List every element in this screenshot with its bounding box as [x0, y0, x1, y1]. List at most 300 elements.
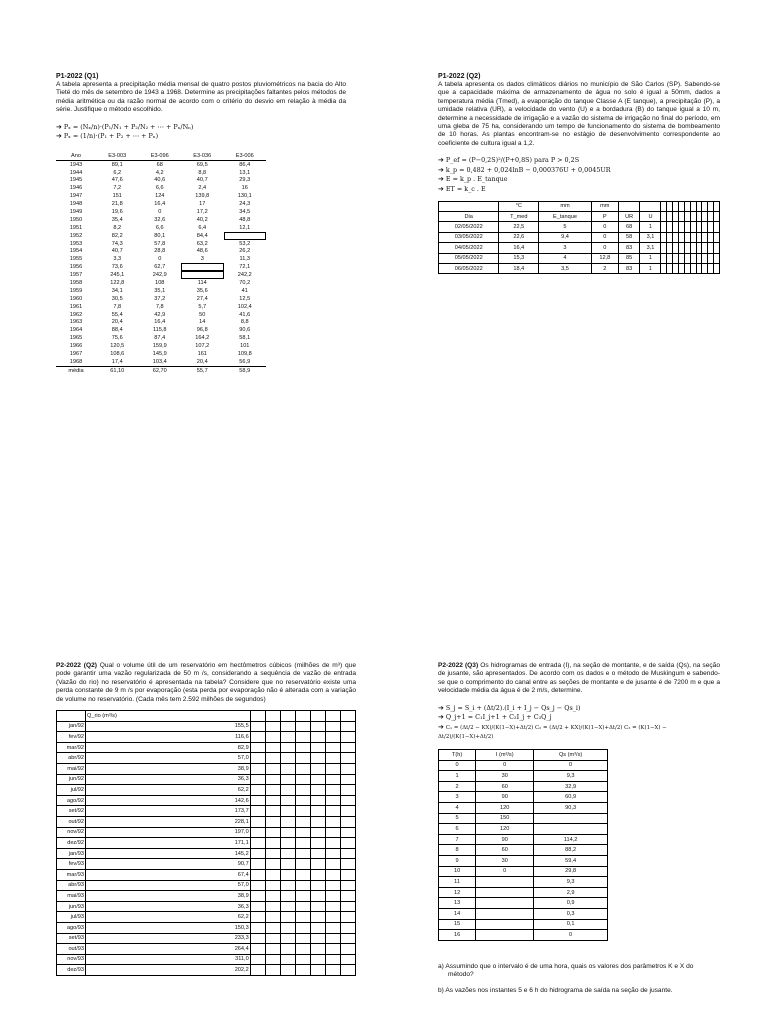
col-header: E3-096	[139, 152, 182, 160]
q4-statement: P2-2022 (Q3) Os hidrogramas de entrada (I), na seção de montante, e de saída (Qs), na seção de jusante, são apresentados. De acordo com os dados e o método de Muskingum e sabendo-se que o comprimento do canal entre as seções de montante e de jusante é de 7200 m e que a velocidade média da água é de 2 m/s, determine.	[438, 662, 720, 695]
q4-table-header	[439, 750, 608, 761]
empty-cell	[310, 806, 325, 817]
empty-cell	[340, 774, 355, 785]
empty-cell	[250, 859, 265, 870]
empty-cell	[280, 816, 295, 827]
empty-cell	[325, 732, 340, 743]
q4-formula: ➔ C₁ = (Δt/2 − KX)/(K(1−X)+Δt/2) C₂ = (Δt/2 + KX)/(K(1−X)+Δt/2) C₃ = (K(1−X) − Δt/2)/(K(1−X)+Δt/2)	[438, 722, 667, 741]
table-row	[57, 869, 356, 880]
table-cell: 2	[591, 263, 618, 273]
month-cell: abr/92	[57, 753, 86, 764]
value-cell: 37,2	[154, 295, 166, 302]
month-cell: abr/93	[57, 880, 86, 891]
value-cell: 8,8	[240, 319, 249, 326]
flow-cell: 82,9	[86, 742, 251, 753]
value-cell: 114	[197, 280, 207, 286]
value-cell: 120,5	[110, 343, 125, 350]
empty-cell	[310, 774, 325, 785]
value-cell: 4,2	[155, 169, 164, 176]
empty-cell	[265, 933, 280, 944]
empty-cell	[310, 869, 325, 880]
table-row	[439, 845, 608, 856]
empty-cell	[295, 869, 310, 880]
month-cell: jan/93	[57, 848, 86, 859]
table-cell: 1	[640, 263, 661, 273]
value-cell: 16	[241, 185, 248, 192]
table-cell: 59,4	[534, 855, 608, 866]
month-cell: fev/93	[57, 859, 86, 870]
value-cell: 55,4	[111, 311, 123, 318]
value-cell: 242,9	[152, 272, 167, 279]
value-cell: 0	[158, 256, 162, 263]
empty-cell	[310, 827, 325, 838]
year-cell: 1945	[69, 177, 83, 184]
empty-cell	[295, 753, 310, 764]
empty-cell	[265, 785, 280, 796]
table-row	[57, 901, 356, 912]
table-cell	[534, 824, 608, 835]
table-cell: 14	[439, 908, 476, 919]
empty-cell	[265, 922, 280, 933]
empty-cell	[340, 891, 355, 902]
value-cell: 6,4	[198, 224, 207, 231]
empty-cell	[280, 965, 295, 976]
year-cell: 1952	[69, 232, 83, 239]
empty-cell	[265, 795, 280, 806]
table-cell: 83	[618, 243, 640, 253]
value-cell: 63,2	[196, 240, 208, 247]
table-cell: 5	[439, 813, 476, 824]
value-cell: 26,2	[239, 248, 251, 255]
table-cell: 0	[591, 222, 618, 232]
empty-cell	[295, 912, 310, 923]
empty-cell	[340, 816, 355, 827]
col-header: I (m³/s)	[476, 750, 534, 761]
flow-cell: 36,3	[86, 901, 251, 912]
flow-cell: 62,2	[86, 912, 251, 923]
table-cell: 0	[591, 243, 618, 253]
month-cell: ago/93	[57, 922, 86, 933]
table-row	[57, 954, 356, 965]
table-cell: 90	[476, 792, 534, 803]
table-row	[56, 334, 266, 342]
table-row	[57, 795, 356, 806]
value-cell: 74,3	[111, 240, 123, 247]
value-cell: 102,4	[237, 303, 252, 310]
empty-cell	[714, 263, 720, 273]
empty-cell	[250, 838, 265, 849]
year-cell: 1966	[69, 343, 83, 350]
table-row	[57, 838, 356, 849]
q2-title: P1-2022 (Q2)	[438, 73, 481, 80]
table-row	[56, 224, 266, 232]
value-cell: 21,8	[111, 201, 123, 208]
empty-cell	[310, 965, 325, 976]
empty-cell	[340, 880, 355, 891]
table-header	[57, 711, 356, 722]
table-row	[56, 303, 266, 311]
value-cell: 50	[199, 311, 206, 318]
empty-cell	[280, 869, 295, 880]
month-cell: set/93	[57, 933, 86, 944]
empty-cell	[265, 764, 280, 775]
table-row	[57, 965, 356, 976]
empty-cell	[250, 721, 265, 732]
empty-cell	[325, 795, 340, 806]
month-cell: out/93	[57, 944, 86, 955]
table-row	[439, 930, 608, 941]
empty-cell	[714, 243, 720, 253]
empty-cell	[295, 859, 310, 870]
table-row	[56, 216, 266, 224]
value-cell: 11,3	[239, 256, 250, 263]
value-cell: 115,8	[152, 327, 167, 334]
month-cell: ago/92	[57, 795, 86, 806]
empty-cell	[280, 954, 295, 965]
table-row	[439, 263, 720, 273]
empty-cell	[250, 827, 265, 838]
table-cell: 0,1	[534, 919, 608, 930]
table-cell: 83	[618, 263, 640, 273]
value-cell: 40,6	[154, 177, 166, 184]
q1-title: P1-2022 (Q1)	[56, 73, 99, 80]
table-row	[439, 760, 608, 771]
value-cell: 130,1	[237, 193, 252, 200]
year-cell: 1968	[69, 358, 83, 365]
table-cell	[618, 201, 640, 211]
table-cell: 60	[476, 845, 534, 856]
empty-cell	[340, 711, 355, 722]
year-cell: 1951	[69, 224, 83, 231]
value-cell: 159,9	[152, 343, 167, 350]
table-row	[439, 792, 608, 803]
month-cell: dez/93	[57, 965, 86, 976]
table-cell: mm	[539, 201, 592, 211]
table-row	[57, 912, 356, 923]
year-cell: 1954	[69, 248, 83, 255]
mean-value: 55,7	[181, 366, 224, 374]
table-row	[56, 255, 266, 263]
table-row	[439, 855, 608, 866]
table-cell: P	[591, 212, 618, 222]
value-cell: 40,2	[196, 216, 208, 223]
table-row	[439, 243, 720, 253]
empty-cell	[250, 912, 265, 923]
year-cell: 1967	[69, 351, 83, 358]
value-cell: 151	[112, 193, 122, 200]
empty-cell	[310, 922, 325, 933]
value-cell: 82,2	[111, 232, 123, 239]
empty-cell	[310, 816, 325, 827]
empty-cell	[250, 944, 265, 955]
empty-cell	[250, 774, 265, 785]
empty-cell	[340, 732, 355, 743]
empty-cell	[250, 965, 265, 976]
empty-cell	[310, 753, 325, 764]
year-cell: 1947	[69, 193, 83, 200]
year-cell: 1955	[69, 256, 83, 263]
value-cell: 42,9	[154, 311, 166, 318]
table-row	[439, 771, 608, 782]
table-cell: 58	[618, 232, 640, 242]
col-header: Qs (m³/s)	[534, 750, 608, 761]
empty-cell	[310, 912, 325, 923]
value-cell: 109,8	[237, 351, 252, 358]
value-cell	[224, 232, 267, 240]
value-cell: 48,6	[196, 248, 208, 255]
arrow-icon: ➔	[56, 122, 62, 131]
table-cell	[476, 877, 534, 888]
empty-cell	[325, 880, 340, 891]
table-cell	[439, 201, 499, 211]
table-cell: 9	[439, 855, 476, 866]
empty-cell	[295, 838, 310, 849]
value-cell: 70,2	[239, 280, 251, 286]
table-row	[57, 774, 356, 785]
empty-cell	[310, 742, 325, 753]
table-cell: 02/05/2022	[439, 222, 499, 232]
value-cell: 7,8	[113, 303, 122, 310]
table-row	[56, 160, 266, 168]
table-row	[57, 922, 356, 933]
year-cell: 1957	[69, 272, 83, 279]
table-cell: 10	[439, 866, 476, 877]
table-row	[439, 781, 608, 792]
table-cell: 0	[534, 760, 608, 771]
empty-cell	[714, 212, 720, 222]
table-cell: 0,3	[534, 908, 608, 919]
table-cell	[476, 919, 534, 930]
q4-section	[438, 662, 720, 1002]
table-row	[439, 834, 608, 845]
table-row	[57, 764, 356, 775]
table-row	[439, 908, 608, 919]
value-cell: 8,8	[198, 169, 207, 176]
value-cell: 245,1	[110, 272, 125, 279]
empty-cell	[280, 774, 295, 785]
value-cell: 88,4	[111, 327, 123, 334]
table-cell: 3,1	[640, 232, 661, 242]
table-row	[56, 184, 266, 192]
table-cell: 16,4	[499, 243, 539, 253]
q3-title: P2-2022 (Q2)	[56, 662, 97, 669]
table-cell	[476, 887, 534, 898]
value-cell: 62,7	[154, 264, 166, 271]
arrow-icon: ➔	[438, 703, 444, 712]
empty-cell	[310, 848, 325, 859]
q2-section	[438, 72, 720, 274]
flow-cell: 197,0	[86, 827, 251, 838]
table-cell: 4	[439, 802, 476, 813]
table-cell: 13	[439, 898, 476, 909]
month-cell: nov/93	[57, 954, 86, 965]
empty-cell	[295, 848, 310, 859]
mean-value: 61,10	[96, 366, 139, 374]
empty-cell	[310, 838, 325, 849]
table-cell: 3,1	[640, 243, 661, 253]
value-cell: 86,4	[239, 161, 251, 168]
empty-cell	[250, 795, 265, 806]
flow-cell: 38,9	[86, 891, 251, 902]
empty-cell	[280, 859, 295, 870]
value-cell: 139,8	[195, 193, 210, 200]
table-cell	[640, 201, 661, 211]
empty-cell	[340, 954, 355, 965]
table-cell: 88,2	[534, 845, 608, 856]
value-cell: 32,6	[154, 216, 166, 223]
table-row	[56, 319, 266, 327]
value-cell: 40,7	[196, 177, 208, 184]
value-cell: 12,1	[239, 224, 251, 231]
empty-cell	[325, 785, 340, 796]
value-cell: 161	[197, 351, 207, 358]
empty-cell	[310, 721, 325, 732]
table-cell: T_med	[499, 212, 539, 222]
table-row	[57, 859, 356, 870]
table-cell: 68	[618, 222, 640, 232]
q2-table-body	[439, 201, 720, 274]
table-row	[439, 887, 608, 898]
empty-cell	[325, 965, 340, 976]
q4-formulas	[438, 704, 720, 743]
value-cell: 41	[241, 287, 248, 294]
value-cell: 2,4	[198, 185, 207, 192]
table-row	[56, 279, 266, 287]
table-cell: 5	[539, 222, 592, 232]
empty-cell	[280, 785, 295, 796]
empty-cell	[340, 901, 355, 912]
empty-cell	[250, 954, 265, 965]
value-cell: 28,8	[154, 248, 166, 255]
empty-cell	[250, 933, 265, 944]
empty-cell	[295, 954, 310, 965]
table-cell: U	[640, 212, 661, 222]
empty-cell	[340, 859, 355, 870]
q2-formula: ➔ k_p = 0,482 + 0,024lnB − 0,000376U + 0,0045UR	[438, 165, 611, 174]
empty-cell	[295, 806, 310, 817]
flow-cell: 57,0	[86, 880, 251, 891]
year-cell: 1961	[69, 303, 83, 310]
value-cell: 14	[199, 319, 206, 326]
empty-cell	[250, 785, 265, 796]
table-row	[56, 232, 266, 240]
empty-cell	[295, 965, 310, 976]
empty-cell	[325, 944, 340, 955]
empty-cell	[295, 944, 310, 955]
table-row	[439, 201, 720, 211]
flow-cell: 202,2	[86, 965, 251, 976]
value-cell: 124	[155, 193, 165, 200]
value-cell: 29,3	[239, 177, 251, 184]
value-cell: 24,3	[239, 201, 251, 208]
table-row	[439, 877, 608, 888]
empty-cell	[340, 806, 355, 817]
empty-cell	[280, 753, 295, 764]
table-cell: 3	[539, 243, 592, 253]
empty-cell	[310, 795, 325, 806]
table-cell: 29,8	[534, 866, 608, 877]
empty-cell	[265, 848, 280, 859]
table-cell: 9,3	[534, 877, 608, 888]
col-header: Ano	[56, 152, 96, 160]
empty-cell	[295, 721, 310, 732]
col-header: E3-036	[181, 152, 224, 160]
mean-value: 62,70	[139, 366, 182, 374]
table-cell: UR	[618, 212, 640, 222]
value-cell: 58,1	[239, 335, 251, 342]
empty-cell	[325, 806, 340, 817]
q4-formula: ➔ S_j = S_i + (Δt/2).(I_i + I_j − Qs_j − Qs_i)	[438, 703, 581, 712]
col-header: E3-003	[96, 152, 139, 160]
flow-cell: 142,6	[86, 795, 251, 806]
table-cell: 16	[439, 930, 476, 941]
empty-cell	[250, 922, 265, 933]
table-row	[57, 721, 356, 732]
arrow-icon: ➔	[438, 156, 444, 165]
empty-cell	[265, 954, 280, 965]
empty-cell	[250, 711, 265, 722]
empty-cell	[280, 901, 295, 912]
table-row	[56, 326, 266, 334]
empty-cell	[310, 891, 325, 902]
year-cell: 1946	[69, 185, 83, 192]
table-cell: 120	[476, 824, 534, 835]
empty-cell	[325, 869, 340, 880]
month-cell: dez/92	[57, 838, 86, 849]
value-cell: 35,6	[196, 287, 208, 294]
flow-cell: 173,7	[86, 806, 251, 817]
empty-cell	[280, 848, 295, 859]
flow-cell: 116,6	[86, 732, 251, 743]
table-cell	[476, 930, 534, 941]
q4-hydrograph-table	[438, 749, 608, 941]
empty-cell	[295, 891, 310, 902]
table-row	[57, 785, 356, 796]
table-cell: 0,9	[534, 898, 608, 909]
year-cell: 1958	[69, 280, 83, 286]
arrow-icon: ➔	[438, 713, 444, 722]
table-row	[439, 813, 608, 824]
value-cell: 145,9	[152, 351, 167, 358]
empty-cell	[250, 891, 265, 902]
table-cell: Dia	[439, 212, 499, 222]
table-row	[56, 358, 266, 366]
value-cell: 89,1	[111, 161, 123, 168]
table-row	[57, 848, 356, 859]
month-cell: mai/92	[57, 764, 86, 775]
table-cell: 03/05/2022	[439, 232, 499, 242]
empty-cell	[714, 222, 720, 232]
flow-cell: 171,1	[86, 838, 251, 849]
empty-cell	[340, 869, 355, 880]
table-cell: 1	[640, 222, 661, 232]
table-row	[57, 732, 356, 743]
table-row	[56, 295, 266, 303]
table-cell: 30	[476, 855, 534, 866]
table-cell	[476, 908, 534, 919]
empty-cell	[340, 922, 355, 933]
value-cell: 57,8	[154, 240, 166, 247]
empty-cell	[295, 774, 310, 785]
empty-cell	[280, 742, 295, 753]
year-cell: 1960	[69, 295, 83, 302]
table-row	[439, 898, 608, 909]
value-cell: 41,6	[239, 311, 251, 318]
empty-cell	[265, 869, 280, 880]
empty-cell	[340, 838, 355, 849]
table-cell: 22,5	[499, 222, 539, 232]
table-row	[56, 271, 266, 279]
